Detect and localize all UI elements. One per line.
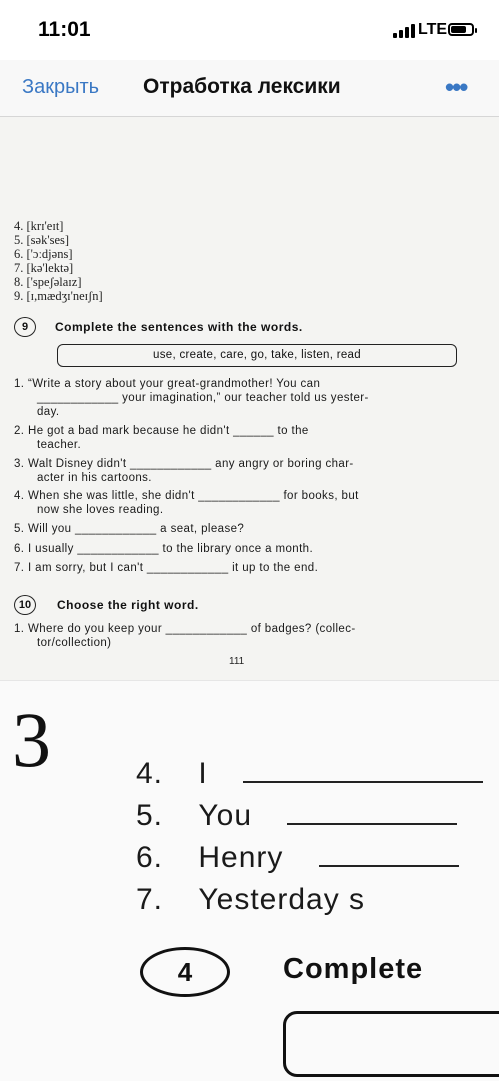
exercise-line: now she loves reading. [37,504,164,516]
status-time: 11:01 [38,18,91,41]
exercise-line: tor/collection) [37,637,112,649]
exercise-title: Choose the right word. [57,598,199,612]
zoomed-exercise-line [136,841,459,875]
page-number: 111 [229,656,245,667]
zoomed-line-number: 5. [136,799,164,832]
network-type-label: LTE [418,21,448,38]
cellular-signal-icon [393,24,415,38]
exercise-line: 4. When she was little, she didn't ____________ for books, but [14,490,359,502]
exercise-line: 5. Will you ____________ a seat, please? [14,523,245,535]
exercise-number-badge: 9 [14,317,36,337]
answer-blank [319,841,459,867]
workbook-page-image [0,117,499,680]
exercise-number-badge: 4 [140,947,230,997]
phonetic-line: 5. [sək'ses] [14,233,70,247]
phonetic-line: 9. [ɪ,mædʒɪ'neɪʃn] [14,289,103,303]
exercise-number-badge: 10 [14,595,36,615]
exercise-line: 1. “Write a story about your great-grandmother! You can [14,378,321,390]
battery-level-fill [451,26,466,33]
exercise-line: 3. Walt Disney didn't ____________ any angry or boring char- [14,458,354,470]
exercise-line: acter in his cartoons. [37,472,152,484]
phonetic-line: 6. ['ɔːdjəns] [14,247,73,261]
exercise-line: 7. I am sorry, but I can't ____________ it up to the end. [14,562,319,574]
phonetic-line: 8. ['speʃəlaɪz] [14,275,82,289]
exercise-title: Complete the sentences with the words. [55,320,303,334]
zoomed-line-text: I [198,757,208,790]
page-title: Отработка лексики [143,75,341,98]
zoomed-exercise-line [136,883,365,917]
exercise-line: ____________ your imagination,” our teacher told us yester- [37,392,369,404]
exercise-line: 6. I usually ____________ to the library once a month. [14,543,314,555]
word-bank-box [283,1011,499,1077]
zoomed-line-text: Henry [198,841,284,874]
zoomed-exercise-line [136,799,457,833]
more-options-icon[interactable]: ••• [445,72,467,102]
zoomed-line-number: 7. [136,883,164,916]
zoomed-exercise-line [136,757,483,791]
status-bar [0,0,499,60]
handwritten-number: 3 [12,696,51,783]
answer-blank [243,757,483,783]
zoomed-line-number: 4. [136,757,164,790]
exercise-heading: Complete [283,953,424,985]
exercise-line: teacher. [37,439,82,451]
exercise-line: day. [37,406,60,418]
close-button[interactable]: Закрыть [22,76,100,98]
phonetic-line: 4. [krɪ'eɪt] [14,219,64,233]
phonetic-line: 7. [kə'lektə] [14,261,74,275]
zoomed-photo-section [0,680,499,1081]
word-bank-box: use, create, care, go, take, listen, read [57,344,457,367]
zoomed-line-text: Yesterday s [198,883,366,916]
navigation-bar [0,60,499,117]
zoomed-line-number: 6. [136,841,164,874]
zoomed-line-text: You [198,799,252,832]
battery-icon [448,23,474,36]
answer-blank [287,799,457,825]
exercise-line: 1. Where do you keep your ____________ of badges? (collec- [14,623,356,635]
exercise-line: 2. He got a bad mark because he didn't ______ to the [14,425,309,437]
